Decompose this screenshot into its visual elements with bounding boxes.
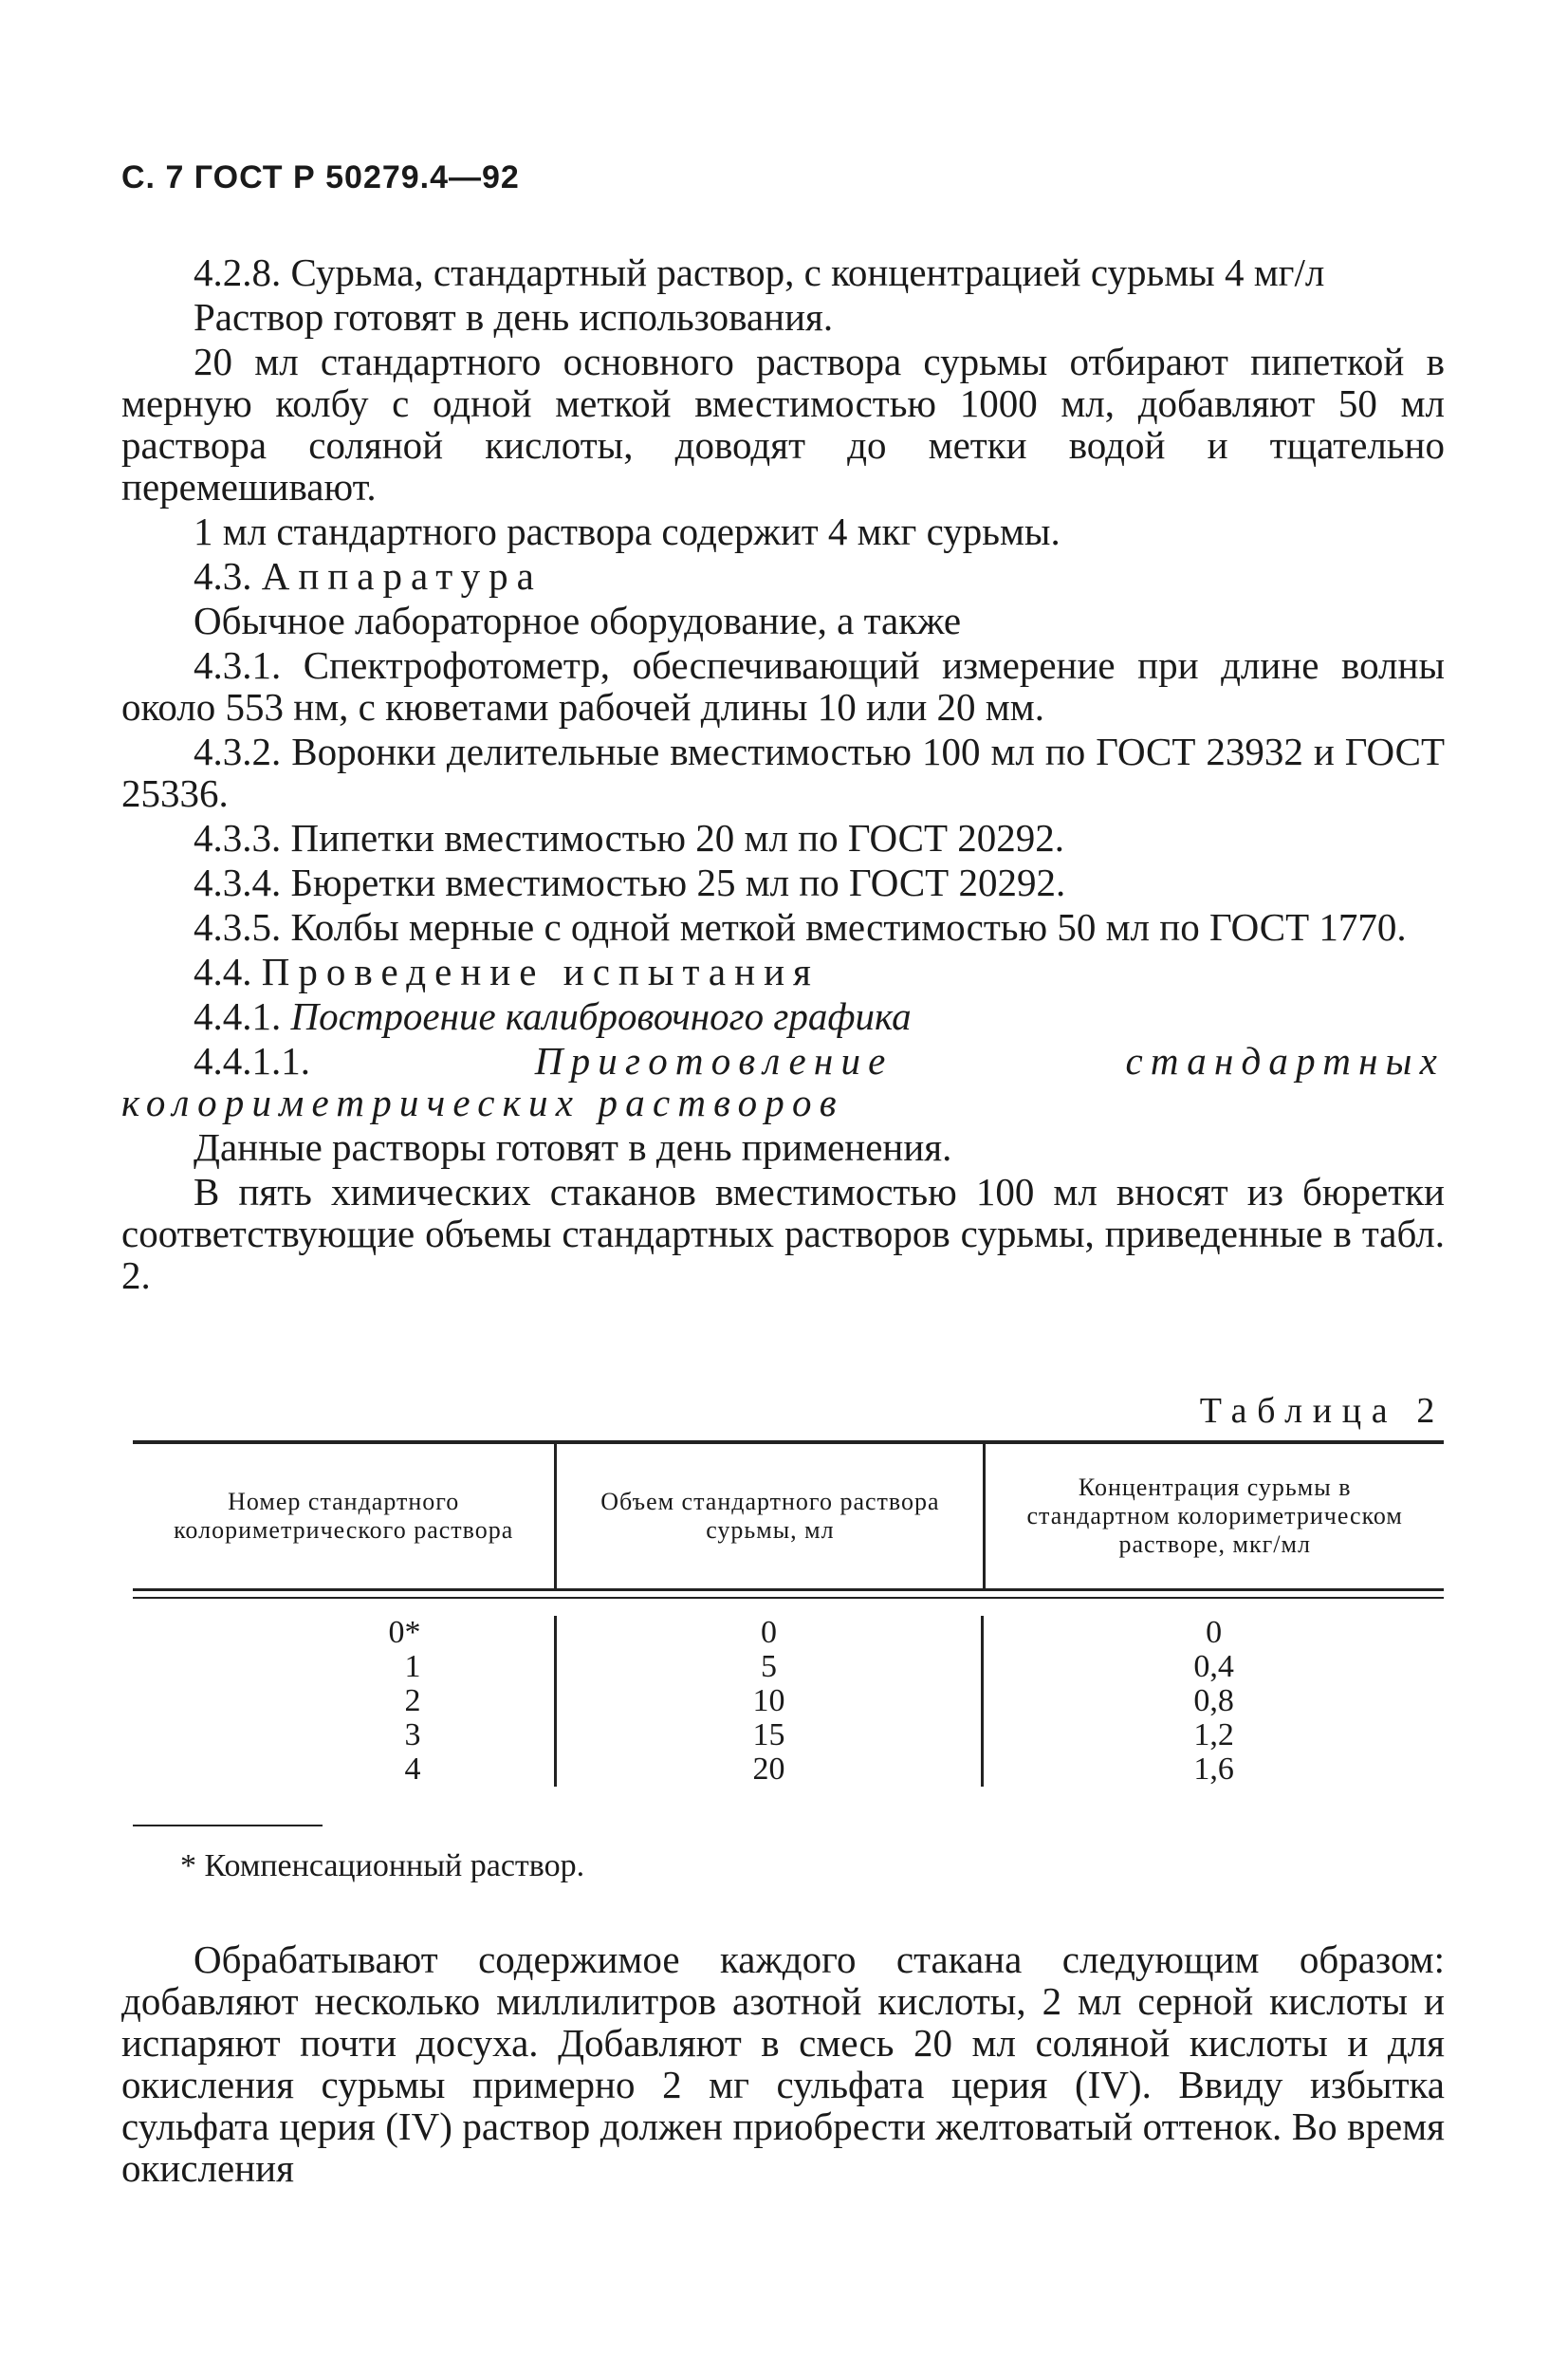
subsection-heading <box>121 995 1445 1037</box>
paragraph: Данные растворы готовят в день применения. <box>194 1125 952 1169</box>
table-cell: 0* <box>388 1615 421 1650</box>
section-number: 4.4. <box>194 950 252 993</box>
section-title: Приготовление стандартных колориметрических растворов <box>121 1039 1445 1124</box>
table-cell: 1,6 <box>1193 1752 1234 1787</box>
section-number: 4.4.1. <box>194 994 282 1038</box>
table-cell: 0,8 <box>1193 1683 1234 1718</box>
table-cell: 20 <box>752 1752 785 1787</box>
data-table <box>133 1440 1444 1787</box>
table-header-cell: Номер стандартного колориметрического раствора <box>174 1488 514 1544</box>
paragraph: 4.3.4. Бюретки вместимостью 25 мл по ГОСТ 20292. <box>194 861 1066 904</box>
table-body <box>133 1599 1444 1787</box>
table-cell: 0,4 <box>1193 1649 1234 1684</box>
section-heading <box>121 951 1445 992</box>
paragraph: В пять химических стаканов вместимостью 100 мл вносят из бюретки соответствующие объемы стандартных растворов сурьмы, приведенные в табл. 2. <box>121 1170 1445 1297</box>
main-text <box>121 251 1445 1299</box>
section-number: 4.3. <box>194 554 252 598</box>
table-cell: 1,2 <box>1193 1717 1234 1752</box>
paragraph: 4.3.5. Колбы мерные с одной меткой вместимостью 50 мл по ГОСТ 1770. <box>194 905 1407 949</box>
paragraph: 4.2.8. Сурьма, стандартный раствор, с концентрацией сурьмы 4 мг/л <box>194 250 1325 294</box>
section-title: Проведение испытания <box>261 950 820 993</box>
paragraph: 1 мл стандартного раствора содержит 4 мкг сурьмы. <box>194 510 1061 553</box>
section-title: Аппаратура <box>261 554 543 598</box>
table-cell: 10 <box>752 1683 785 1718</box>
footnote-rule <box>133 1825 323 1826</box>
section-heading <box>121 555 1445 597</box>
table-header-row <box>133 1444 1444 1588</box>
table-header-cell: Концентрация сурьмы в стандартном колориметрическом растворе, мкг/мл <box>983 1444 1444 1588</box>
page-header: С. 7 ГОСТ Р 50279.4—92 <box>121 159 520 195</box>
paragraph: 4.3.3. Пипетки вместимостью 20 мл по ГОСТ 20292. <box>194 816 1065 860</box>
section-number: 4.4.1.1. <box>194 1039 310 1083</box>
paragraph: 20 мл стандартного основного раствора сурьмы отбирают пипеткой в мерную колбу с одной меткой вместимостью 1000 мл, добавляют 50 мл раствора соляной кислоты, доводят до метки водой и тщательно перемешивают. <box>121 340 1445 509</box>
paragraph: Обычное лабораторное оборудование, а также <box>194 599 962 642</box>
footnote: * Компенсационный раствор. <box>180 1848 585 1883</box>
table-cell: 2 <box>404 1683 421 1718</box>
table-cell: 15 <box>752 1717 785 1752</box>
paragraph: Раствор готовят в день использования. <box>194 295 834 339</box>
table-column <box>981 1616 1444 1787</box>
paragraph: 4.3.1. Спектрофотометр, обеспечивающий измерение при длине волны около 553 нм, с кюветами рабочей длины 10 или 20 мм. <box>121 643 1445 729</box>
table-header-rule <box>133 1588 1444 1591</box>
table-cell: 3 <box>404 1717 421 1752</box>
table-cell: 0 <box>1206 1615 1223 1650</box>
paragraph: 4.3.2. Воронки делительные вместимостью 100 мл по ГОСТ 23932 и ГОСТ 25336. <box>121 730 1445 815</box>
table-cell: 0 <box>760 1615 777 1650</box>
table-cell: 1 <box>404 1649 421 1684</box>
paragraph: Обрабатывают содержимое каждого стакана следующим образом: добавляют несколько миллилитров азотной кислоты, 2 мл серной кислоты и испаряют почти досуха. Добавляют в смесь 20 мл соляной кислоты и для окисления сурьмы примерно 2 мг сульфата церия (IV). Ввиду избытка сульфата церия (IV) раствор должен приобрести желтоватый оттенок. Во время окисления <box>121 1937 1445 2190</box>
table-cell: 5 <box>760 1649 777 1684</box>
table-cell: 4 <box>404 1752 421 1787</box>
subsubsection-heading <box>121 1040 1445 1123</box>
table-header-cell: Объем стандартного раствора сурьмы, мл <box>554 1444 983 1588</box>
table-column <box>133 1616 554 1787</box>
continuation-text <box>121 1938 1445 2189</box>
table-column <box>554 1616 982 1787</box>
section-title: Построение калибровочного графика <box>290 994 912 1038</box>
table-caption: Таблица 2 <box>1199 1391 1445 1431</box>
